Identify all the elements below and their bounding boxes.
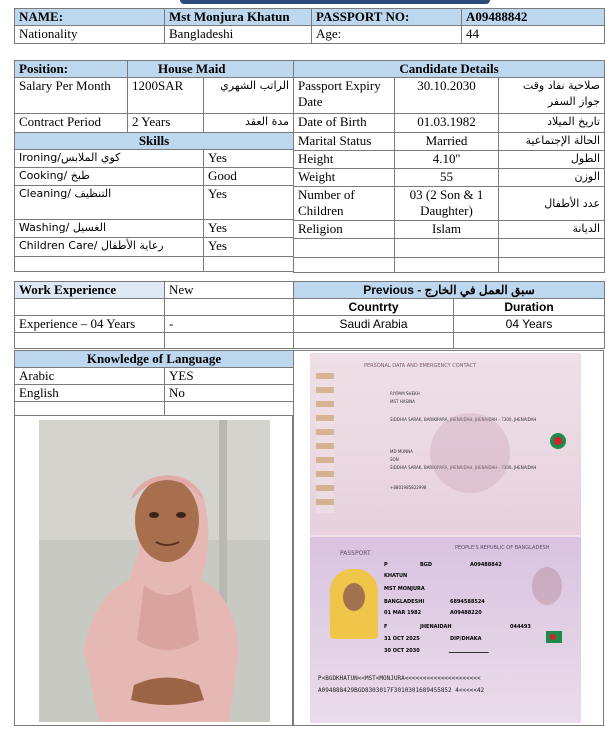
bangladesh-emblem-icon (550, 433, 566, 449)
work-experience-table (14, 281, 294, 349)
passport-type: P (384, 562, 388, 568)
passport-code: BGD (420, 562, 433, 568)
salary-label: Salary Per Month (15, 78, 128, 114)
passport-scan (310, 353, 581, 723)
candidate-row-value: 4.10'' (395, 151, 499, 169)
passport-label: PASSPORT NO: (312, 9, 462, 26)
candidate-row-label: Number of Children (294, 187, 395, 221)
passport-father-name: RIYPAM SHEKH (390, 391, 420, 396)
candidate-row-arabic: الوزن (499, 169, 605, 187)
candidate-row-arabic: الطول (499, 151, 605, 169)
passport-mrz-line-2: A094888429BGD8303017F3010301689455852 4<<<<<42 (318, 687, 485, 694)
candidate-row-label: Weight (294, 169, 395, 187)
passport-expiry-date: 30 OCT 2030 (384, 648, 420, 654)
language-label: English (15, 385, 165, 402)
candidate-row-label: Marital Status (294, 133, 395, 151)
passport-issue-date: 31 OCT 2025 (384, 636, 420, 642)
skill-label: Ironing/كوي الملابس (15, 150, 204, 168)
salary-label-arabic: الراتب الشهري (204, 78, 294, 114)
age-value: 44 (462, 26, 605, 44)
skills-title: Skills (15, 133, 294, 150)
duration-value: 04 Years (454, 316, 605, 333)
candidate-photo-panel (14, 415, 293, 726)
passport-flag-icon (546, 631, 562, 643)
passport-sex: F (384, 624, 388, 630)
language-table (14, 350, 294, 418)
passport-given-name: MST MONJURA (384, 586, 425, 592)
position-label: Position: (15, 61, 128, 78)
passport-holder-photo (330, 569, 378, 639)
candidate-row-arabic: تاريخ الميلاد (499, 114, 605, 133)
previous-abroad-title: Previous - سبق العمل في الخارج (294, 282, 605, 299)
passport-personal-number: 6894588524 (450, 599, 485, 605)
banner-decoration (180, 0, 490, 4)
passport-ghost-photo (532, 567, 562, 605)
age-label: Age: (312, 26, 462, 44)
top-banner-strip (0, 0, 607, 6)
passport-signature (449, 645, 492, 653)
previous-abroad-table (293, 281, 605, 349)
candidate-row-arabic: عدد الأطفال (499, 187, 605, 221)
country-value: Saudi Arabia (294, 316, 454, 333)
passport-telephone: +8801985822998 (390, 485, 427, 490)
passport-scan-panel (293, 350, 604, 726)
candidate-details-title: Candidate Details (294, 61, 605, 78)
skill-value: Yes (204, 186, 294, 220)
passport-contact-address: SIDDHIA SARAK, BARIKIPARA, JHENAIDAH, JHENAIDAH - 7300, JHENAIDAH (390, 465, 537, 470)
candidate-row-value: 03 (2 Son & 1 Daughter) (395, 187, 499, 221)
nationality-label: Nationality (15, 26, 165, 44)
passport-value: A09488842 (462, 9, 605, 26)
passport-country-title: PEOPLE'S REPUBLIC OF BANGLADESH (455, 545, 550, 551)
candidate-row-value: Married (395, 133, 499, 151)
passport-personal-data-title: PERSONAL DATA AND EMERGENCY CONTACT (364, 363, 477, 369)
language-value: No (165, 385, 294, 402)
skill-label: Children Care/ رعاية الأطفال (15, 238, 204, 257)
passport-birthplace: JHENAIDAH (420, 624, 452, 630)
duration-header: Duration (454, 299, 605, 316)
name-label: NAME: (15, 9, 165, 26)
candidate-row-value: 55 (395, 169, 499, 187)
skill-label: Cooking/ طبخ (15, 168, 204, 186)
candidate-row-label: Date of Birth (294, 114, 395, 133)
contract-label-arabic: مدة العقد (204, 114, 294, 133)
salary-value: 1200SAR (128, 78, 204, 114)
skill-value: Good (204, 168, 294, 186)
passport-contact-relationship: SON (390, 457, 399, 462)
candidate-row-arabic: الحالة الإجتماعية (499, 133, 605, 151)
candidate-row-label: Height (294, 151, 395, 169)
candidate-row-arabic: صلاحية نفاد وقت جواز السفر (499, 78, 605, 114)
candidate-row-label: Religion (294, 221, 395, 239)
passport-dob: 01 MAR 1982 (384, 610, 422, 616)
passport-authority: DIP/DHAKA (450, 636, 482, 642)
language-value: YES (165, 368, 294, 385)
passport-nationality: BANGLADESHI (384, 599, 425, 605)
contract-label: Contract Period (15, 114, 128, 133)
position-value: House Maid (128, 61, 294, 78)
candidate-row-value: Islam (395, 221, 499, 239)
passport-mother-name: MST HASINA (390, 399, 415, 404)
skill-label: Cleaning/ التنظيف (15, 186, 204, 220)
candidate-row-value: 30.10.2030 (395, 78, 499, 114)
country-header: Countrty (294, 299, 454, 316)
work-experience-label: Work Experience (15, 282, 165, 299)
passport-data-page-upper (310, 353, 581, 535)
passport-doc-label: PASSPORT (340, 550, 371, 557)
skill-label: Washing/ الغسيل (15, 220, 204, 238)
contract-value: 2 Years (128, 114, 204, 133)
skill-value: Yes (204, 150, 294, 168)
candidate-details-table (293, 60, 605, 273)
nationality-value: Bangladeshi (165, 26, 312, 44)
passport-previous-number: A09488220 (450, 610, 482, 616)
position-table (14, 60, 294, 272)
language-title: Knowledge of Language (15, 351, 294, 368)
candidate-row-value: 01.03.1982 (395, 114, 499, 133)
candidate-row-arabic: الديانة (499, 221, 605, 239)
skill-value: Yes (204, 220, 294, 238)
header-table (14, 8, 605, 44)
passport-data-page-lower (310, 537, 581, 723)
experience-years-label: Experience – 04 Years (15, 316, 165, 333)
candidate-photo (39, 420, 270, 722)
language-label: Arabic (15, 368, 165, 385)
work-experience-value: New (165, 282, 294, 299)
passport-surname: KHATUN (384, 573, 408, 579)
passport-mrz-line-1: P<BGDKHATUN<<MST<MONJURA<<<<<<<<<<<<<<<<<<<<< (318, 675, 481, 682)
candidate-row-label: Passport Expiry Date (294, 78, 395, 114)
passport-watermark (430, 413, 510, 493)
experience-years-value: - (165, 316, 294, 333)
passport-contact-name: MD MUNNA (390, 449, 413, 454)
passport-authority-number: 044493 (510, 624, 531, 630)
skill-value: Yes (204, 238, 294, 257)
passport-side-pattern (316, 373, 334, 513)
name-value: Mst Monjura Khatun (165, 9, 312, 26)
passport-permanent-address: SIDDHIA SARAK, BARIKIPARA, JHENAIDAH, JHENAIDAH - 7300, JHENAIDAH (390, 417, 537, 422)
passport-number: A09488842 (470, 562, 502, 568)
